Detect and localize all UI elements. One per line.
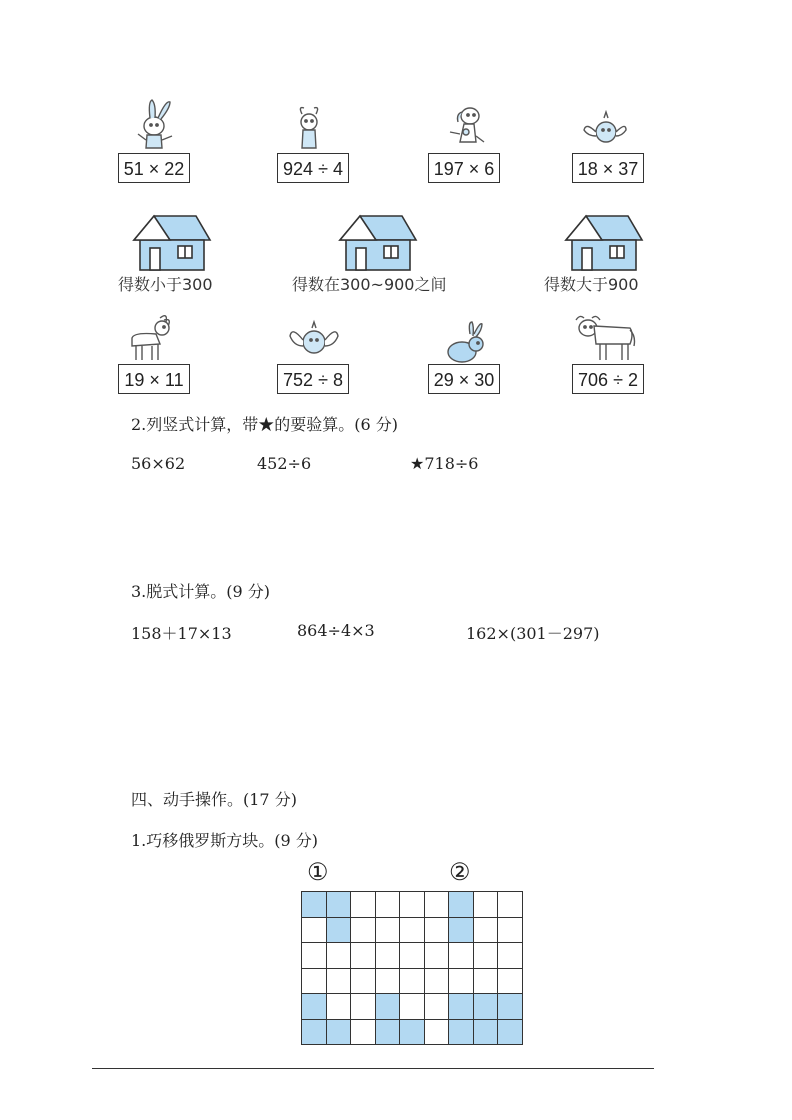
grid-cell xyxy=(473,891,499,918)
question-3-item: 864÷4×3 xyxy=(297,621,375,640)
shape-label-2: ② xyxy=(449,858,471,886)
grid-cell xyxy=(375,1019,401,1046)
footer-divider xyxy=(92,1068,654,1069)
grid-cell xyxy=(497,993,523,1020)
grid-cell xyxy=(326,942,352,969)
grid-cell xyxy=(375,942,401,969)
grid-cell xyxy=(326,968,352,995)
grid-cell xyxy=(375,891,401,918)
grid-cell xyxy=(350,942,376,969)
tetris-grid xyxy=(301,891,522,1044)
expression-box: 19 × 11 xyxy=(118,364,190,394)
shape-label-1: ① xyxy=(307,858,329,886)
expression-box: 197 × 6 xyxy=(428,153,500,183)
grid-cell xyxy=(350,1019,376,1046)
grid-cell xyxy=(497,917,523,944)
expression-box: 924 ÷ 4 xyxy=(277,153,349,183)
grid-cell xyxy=(473,942,499,969)
grid-cell xyxy=(448,891,474,918)
grid-cell xyxy=(399,942,425,969)
cow-icon xyxy=(570,312,640,364)
grid-cell xyxy=(448,968,474,995)
grid-cell xyxy=(375,968,401,995)
grid-cell xyxy=(350,993,376,1020)
house-label: 得数大于900 xyxy=(544,275,639,294)
grid-cell xyxy=(448,993,474,1020)
grid-cell xyxy=(399,968,425,995)
question-2-item: ★718÷6 xyxy=(410,454,479,473)
grid-cell xyxy=(301,968,327,995)
grid-cell xyxy=(448,1019,474,1046)
bird-icon xyxy=(580,110,630,154)
grid-cell xyxy=(350,968,376,995)
grid-cell xyxy=(424,917,450,944)
grid-cell xyxy=(448,942,474,969)
house-icon xyxy=(130,212,214,272)
grid-cell xyxy=(399,891,425,918)
rabbit-icon xyxy=(130,96,184,156)
grid-cell xyxy=(399,917,425,944)
grid-cell xyxy=(473,968,499,995)
dog-icon xyxy=(440,102,494,154)
grid-cell xyxy=(326,993,352,1020)
grid-cell xyxy=(301,993,327,1020)
grid-cell xyxy=(473,1019,499,1046)
expression-box: 51 × 22 xyxy=(118,153,190,183)
section-4-title: 四、动手操作。(17 分) xyxy=(131,790,297,809)
house-label: 得数小于300 xyxy=(118,275,213,294)
grid-cell xyxy=(350,917,376,944)
expression-box: 752 ÷ 8 xyxy=(277,364,349,394)
grid-cell xyxy=(448,917,474,944)
expression-box: 29 × 30 xyxy=(428,364,500,394)
section-4-question-1-title: 1.巧移俄罗斯方块。(9 分) xyxy=(131,831,319,850)
grid-cell xyxy=(497,968,523,995)
grid-cell xyxy=(473,993,499,1020)
grid-cell xyxy=(301,891,327,918)
house-icon xyxy=(336,212,420,272)
grid-cell xyxy=(399,993,425,1020)
grid-cell xyxy=(424,993,450,1020)
question-2-item: 56×62 xyxy=(131,454,186,473)
grid-cell xyxy=(326,891,352,918)
grid-cell xyxy=(424,942,450,969)
house-icon xyxy=(562,212,646,272)
question-2-title: 2.列竖式计算，带★的要验算。(6 分) xyxy=(131,415,399,434)
question-3-title: 3.脱式计算。(9 分) xyxy=(131,582,271,601)
grid-cell xyxy=(424,968,450,995)
grid-cell xyxy=(301,942,327,969)
grid-cell xyxy=(350,891,376,918)
question-3-item: 162×(301－297) xyxy=(466,624,600,643)
goat-icon xyxy=(290,104,330,154)
grid-cell xyxy=(473,917,499,944)
bird-icon xyxy=(286,316,342,364)
goat-icon xyxy=(124,312,180,364)
grid-cell xyxy=(375,917,401,944)
grid-cell xyxy=(424,891,450,918)
grid-cell xyxy=(301,1019,327,1046)
expression-box: 18 × 37 xyxy=(572,153,644,183)
rabbit-icon xyxy=(440,320,490,364)
grid-cell xyxy=(326,917,352,944)
grid-cell xyxy=(497,942,523,969)
grid-cell xyxy=(301,917,327,944)
expression-box: 706 ÷ 2 xyxy=(572,364,644,394)
grid-cell xyxy=(375,993,401,1020)
grid-cell xyxy=(497,1019,523,1046)
grid-cell xyxy=(326,1019,352,1046)
grid-cell xyxy=(399,1019,425,1046)
house-label: 得数在300~900之间 xyxy=(292,275,447,294)
grid-cell xyxy=(497,891,523,918)
grid-cell xyxy=(424,1019,450,1046)
question-3-item: 158＋17×13 xyxy=(131,624,232,643)
question-2-item: 452÷6 xyxy=(257,454,312,473)
